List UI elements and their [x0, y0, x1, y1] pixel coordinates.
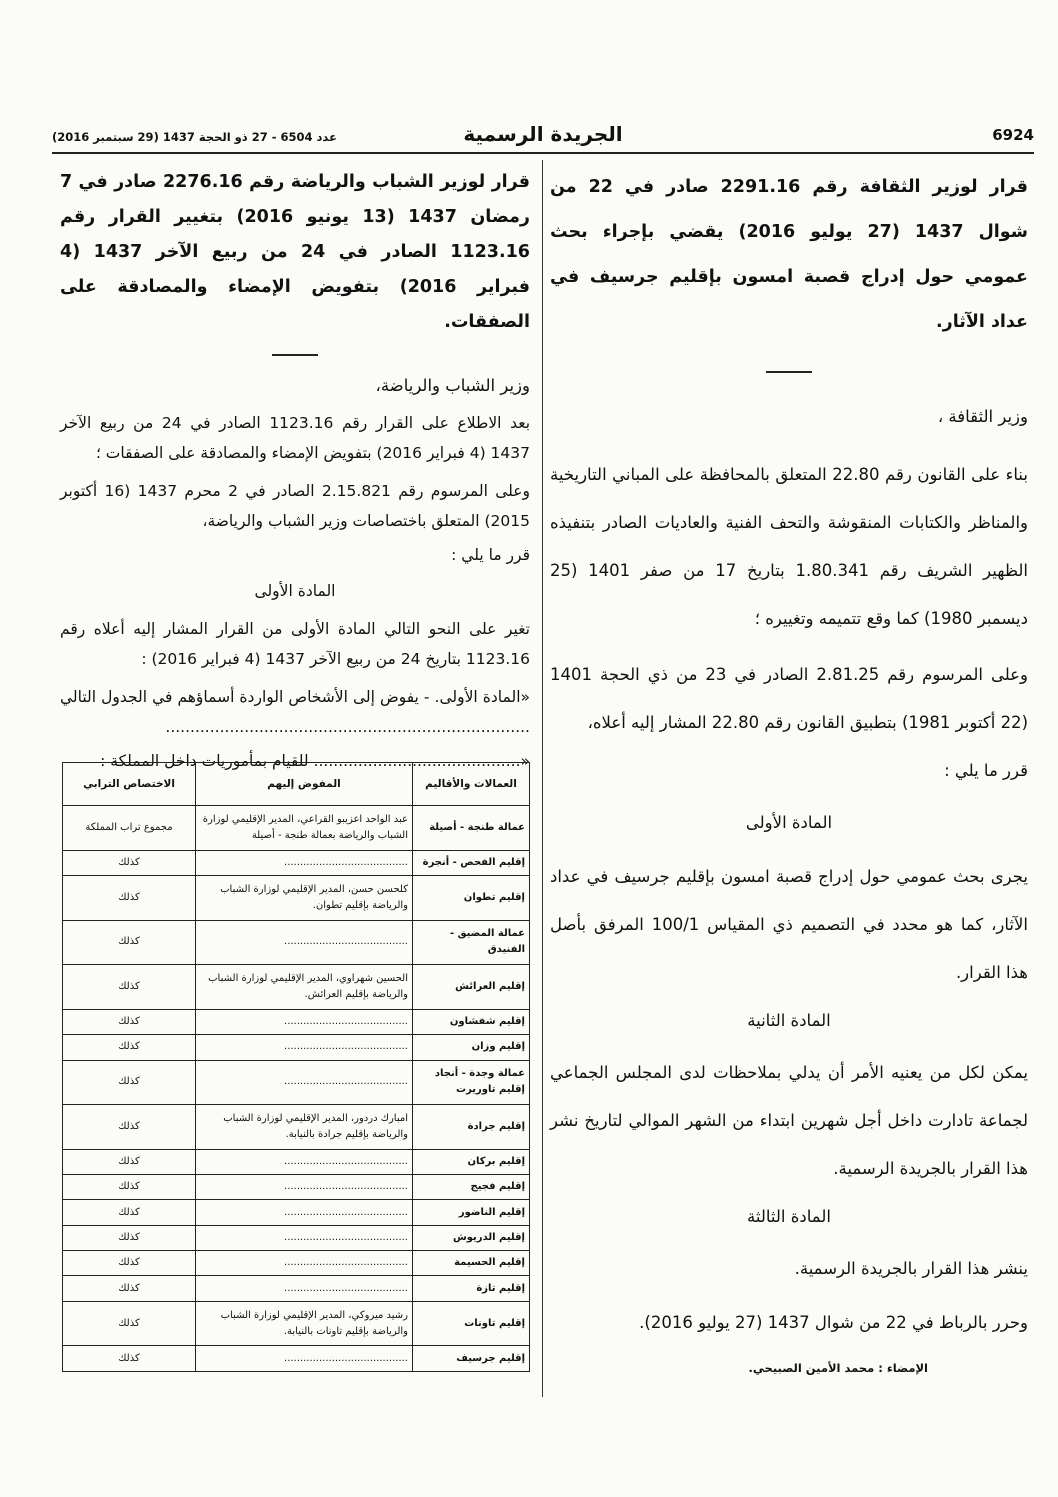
- table-row: [63, 1200, 530, 1225]
- table-row: [63, 1105, 530, 1150]
- minister-line: وزير الشباب والرياضة،: [375, 376, 530, 395]
- scope-cell: كذلك: [63, 1175, 196, 1200]
- province-cell: إقليم تطوان: [413, 875, 530, 920]
- delegate-cell: .......................................: [196, 1200, 413, 1225]
- table-row: [63, 1035, 530, 1060]
- minister-line: وزير الثقافة ،: [937, 407, 1028, 426]
- decided-line: قرر ما يلي :: [451, 546, 530, 564]
- scope-cell: كذلك: [63, 1346, 196, 1372]
- preamble-1: بناء على القانون رقم 22.80 المتعلق بالمحافظة على المباني التاريخية والمناظر والكتابات المنقوشة والتحف الفنية والعاديات الصادر بتنفيذه الظهير الشريف رقم 1.80.341 بتاريخ 17 من صفر 1401 (25 ديسمبر 1980) كما وقع تتميمه وتغييره ؛: [550, 465, 1029, 628]
- province-cell: إقليم تاونات: [413, 1301, 530, 1346]
- scope-cell: كذلك: [63, 1200, 196, 1225]
- table-row: [63, 806, 530, 851]
- province-cell: إقليم العرائش: [413, 965, 530, 1010]
- delegate-cell: .......................................: [196, 1149, 413, 1174]
- decided-line: قرر ما يلي :: [944, 761, 1028, 780]
- article-1-text: يجرى بحث عمومي حول إدراج قصبة امسون بإقليم جرسيف في عداد الآثار، كما هو محدد في التصميم ذي المقياس 100/1 المرفق بأصل هذا القرار.: [550, 867, 1028, 982]
- page-header: [52, 122, 1034, 154]
- province-cell: إقليم بركان: [413, 1149, 530, 1174]
- article-1-heading: المادة الأولى: [254, 582, 336, 600]
- decree-title-youth: قرار لوزير الشباب والرياضة رقم 2276.16 صادر في 7 رمضان 1437 (13 يونيو 2016) بتغيير القرار رقم 1123.16 الصادر في 24 من ربيع الآخر 1437 (4 فبراير 2016) بتفويض الإمضاء والمصادقة على الصفقات.: [60, 172, 531, 332]
- province-cell: عمالة طنجة - أصيلة: [413, 806, 530, 851]
- delegate-cell: امبارك دردور، المدير الإقليمي لوزارة الشباب والرياضة بإقليم جرادة بالنيابة.: [196, 1105, 413, 1150]
- article-2-heading: المادة الثانية: [747, 1011, 831, 1030]
- delegate-cell: .......................................: [196, 1276, 413, 1301]
- table-row: [63, 920, 530, 965]
- article-1-text: تغير على النحو التالي المادة الأولى من القرار المشار إليه أعلاه رقم 1123.16 بتاريخ 24 من ربيع الآخر 1437 (4 فبراير 2016) :: [60, 620, 530, 668]
- province-cell: إقليم شفشاون: [413, 1009, 530, 1034]
- article-1-heading: المادة الأولى: [745, 813, 833, 832]
- delegate-cell: .......................................: [196, 1035, 413, 1060]
- done-at-line: وحرر بالرباط في 22 من شوال 1437 (27 يوليو 2016).: [639, 1313, 1028, 1332]
- province-cell: إقليم وزان: [413, 1035, 530, 1060]
- scope-cell: كذلك: [63, 875, 196, 920]
- scope-cell: كذلك: [63, 1225, 196, 1250]
- delegate-cell: عبد الواحد اعزيبو القراعي، المدير الإقليمي لوزارة الشباب والرياضة بعمالة طنجة - أصيلة: [196, 806, 413, 851]
- header-delegates: المفوض إليهم: [196, 763, 413, 806]
- table-row: [63, 875, 530, 920]
- preamble-1: بعد الاطلاع على القرار رقم 1123.16 الصادر في 24 من ربيع الآخر 1437 (4 فبراير 2016) بتفويض الإمضاء والمصادقة على الصفقات ؛: [60, 414, 531, 462]
- decree-title-culture: قرار لوزير الثقافة رقم 2291.16 صادر في 22 من شوال 1437 (27 يوليو 2016) يقضي بإجراء بحث عمومي حول إدراج قصبة امسون بإقليم جرسيف في عداد الآثار.: [550, 177, 1028, 332]
- table-row: [63, 1346, 530, 1372]
- preamble-2: وعلى المرسوم رقم 2.15.821 الصادر في 2 محرم 1437 (16 أكتوبر 2015) المتعلق باختصاصات وزير الشباب والرياضة،: [60, 482, 530, 530]
- province-cell: إقليم جرسيف: [413, 1346, 530, 1372]
- scope-cell: كذلك: [63, 1009, 196, 1034]
- article-3-heading: المادة الثالثة: [747, 1207, 831, 1226]
- delegation-table: [62, 762, 530, 1372]
- quote-open: «المادة الأولى. - يفوض إلى الأشخاص الواردة أسماؤهم في الجدول التالي ..........................................................................: [60, 688, 530, 736]
- delegate-cell: .......................................: [196, 1251, 413, 1276]
- scope-cell: كذلك: [63, 1060, 196, 1105]
- scope-cell: كذلك: [63, 850, 196, 875]
- province-cell: إقليم الفحص - أنجرة: [413, 850, 530, 875]
- table-row: [63, 1276, 530, 1301]
- delegate-cell: رشيد ميروكي، المدير الإقليمي لوزارة الشباب والرياضة بإقليم تاونات بالنيابة.: [196, 1301, 413, 1346]
- table-row: [63, 965, 530, 1010]
- delegate-cell: .......................................: [196, 1346, 413, 1372]
- table-row: [63, 1009, 530, 1034]
- table-row: [63, 1251, 530, 1276]
- scope-cell: كذلك: [63, 920, 196, 965]
- scope-cell: كذلك: [63, 1251, 196, 1276]
- delegate-cell: .......................................: [196, 1225, 413, 1250]
- scope-cell: مجموع تراب المملكة: [63, 806, 196, 851]
- page-number: 6924: [992, 126, 1034, 144]
- article-3-text: ينشر هذا القرار بالجريدة الرسمية.: [794, 1259, 1028, 1278]
- province-cell: إقليم جرادة: [413, 1105, 530, 1150]
- scope-cell: كذلك: [63, 1301, 196, 1346]
- delegate-cell: .......................................: [196, 920, 413, 965]
- scope-cell: كذلك: [63, 965, 196, 1010]
- province-cell: عمالة وجدة - أنجاد إقليم تاوريرت: [413, 1060, 530, 1105]
- scope-cell: كذلك: [63, 1035, 196, 1060]
- scope-cell: كذلك: [63, 1276, 196, 1301]
- table-row: [63, 1225, 530, 1250]
- scope-cell: كذلك: [63, 1105, 196, 1150]
- issue-info: عدد 6504 - 27 ذو الحجة 1437 (29 سبتمبر 2016): [52, 130, 337, 144]
- header-scope: الاختصاص الترابي: [63, 763, 196, 806]
- province-cell: إقليم الناضور: [413, 1200, 530, 1225]
- scope-cell: كذلك: [63, 1149, 196, 1174]
- delegate-cell: كلحسن حسن، المدير الإقليمي لوزارة الشباب والرياضة بإقليم تطوان.: [196, 875, 413, 920]
- table-header-row: [63, 763, 530, 806]
- preamble-2: وعلى المرسوم رقم 2.81.25 الصادر في 23 من ذي الحجة 1401 (22 أكتوبر 1981) بتطبيق القانون رقم 22.80 المشار إليه أعلاه،: [550, 665, 1028, 732]
- table-row: [63, 1060, 530, 1105]
- gazette-title: الجريدة الرسمية: [463, 122, 623, 146]
- table-row: [63, 1149, 530, 1174]
- delegate-cell: .......................................: [196, 1175, 413, 1200]
- title-divider: [272, 354, 318, 356]
- province-cell: إقليم الحسيمة: [413, 1251, 530, 1276]
- delegate-cell: .......................................: [196, 850, 413, 875]
- province-cell: إقليم تازة: [413, 1276, 530, 1301]
- province-cell: عمالة المضيق - الفنيدق: [413, 920, 530, 965]
- province-cell: إقليم الدريوش: [413, 1225, 530, 1250]
- delegate-cell: .......................................: [196, 1060, 413, 1105]
- article-2-text: يمكن لكل من يعنيه الأمر أن يدلي بملاحظات لدى المجلس الجماعي لجماعة تادارت داخل أجل شهرين ابتداء من الشهر الموالي لتاريخ نشر هذا القرار بالجريدة الرسمية.: [550, 1063, 1028, 1178]
- title-divider: [766, 371, 812, 373]
- column-separator: [542, 160, 543, 1397]
- header-provinces: العمالات والأقاليم: [413, 763, 530, 806]
- table-row: [63, 850, 530, 875]
- province-cell: إقليم فجيج: [413, 1175, 530, 1200]
- delegate-cell: الحسين شهراوي، المدير الإقليمي لوزارة الشباب والرياضة بإقليم العرائش.: [196, 965, 413, 1010]
- right-column: [550, 165, 1028, 1375]
- table-row: [63, 1301, 530, 1346]
- delegate-cell: .......................................: [196, 1009, 413, 1034]
- left-column: [60, 165, 530, 776]
- quote-close: «.......................................... للقيام بمأموريات داخل المملكة :: [100, 752, 530, 770]
- table-row: [63, 1175, 530, 1200]
- signature: الإمضاء : محمد الأمين الصبيحي.: [748, 1361, 928, 1375]
